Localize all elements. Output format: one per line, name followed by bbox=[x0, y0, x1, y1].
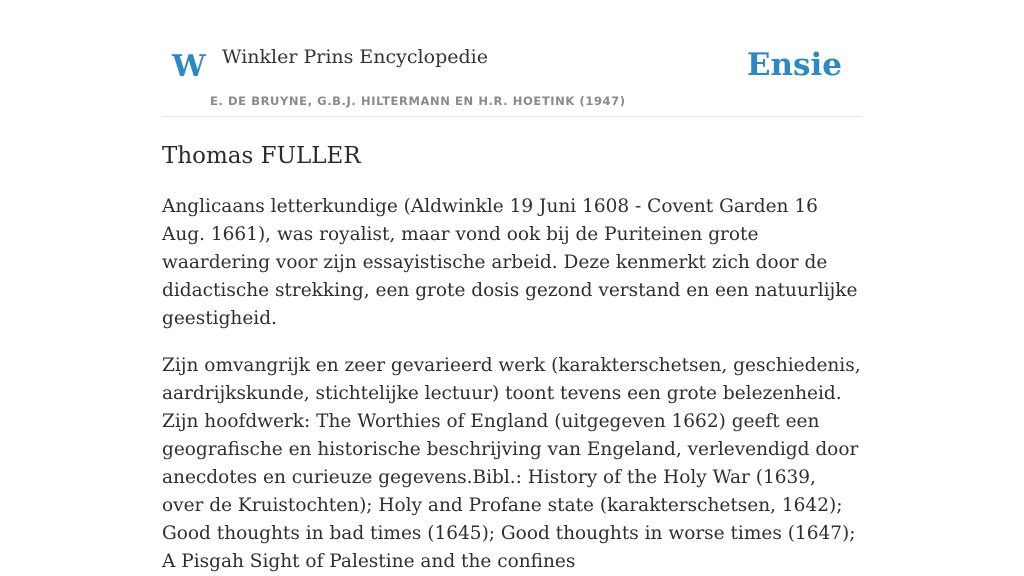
article-paragraph: Zijn omvangrijk en zeer gevarieerd werk (karakterschetsen, geschiedenis, aardrijkskunde, stichtelijke lectuur) toont tevens een grote belezenheid. Zijn hoofdwerk: The Worthies of England (uitgegeven 1662) geeft een geografische en historische beschrijving van Engeland, verlevendigd door anecdotes en curieuze gegevens.Bibl.: History of the Holy War (1639, over de Kruistochten); Holy and Profane state (karakterschetsen, 1642); Good thoughts in bad times (1645); Good thoughts in worse times (1647); A Pisgah Sight of Palestine and the confines bbox=[162, 354, 861, 572]
article-title: Thomas FULLER bbox=[162, 143, 361, 169]
site-header bbox=[162, 0, 862, 117]
winkler-prins-logo[interactable]: W bbox=[172, 49, 206, 84]
article-paragraph: Anglicaans letterkundige (Aldwinkle 19 Juni 1608 - Covent Garden 16 Aug. 1661), was royalist, maar vond ook bij de Puriteinen grote waardering voor zijn essayistische arbeid. Deze kenmerkt zich door de didactische strekking, een grote dosis gezond verstand en een natuurlijke geestigheid. bbox=[162, 195, 858, 329]
page-container bbox=[162, 0, 862, 576]
site-title[interactable]: Winkler Prins Encyclopedie bbox=[222, 46, 488, 68]
ensie-logo[interactable]: Ensie bbox=[746, 47, 842, 83]
authors-subtitle: E. DE BRUYNE, G.B.J. HILTERMANN EN H.R. HOETINK (1947) bbox=[210, 94, 626, 108]
